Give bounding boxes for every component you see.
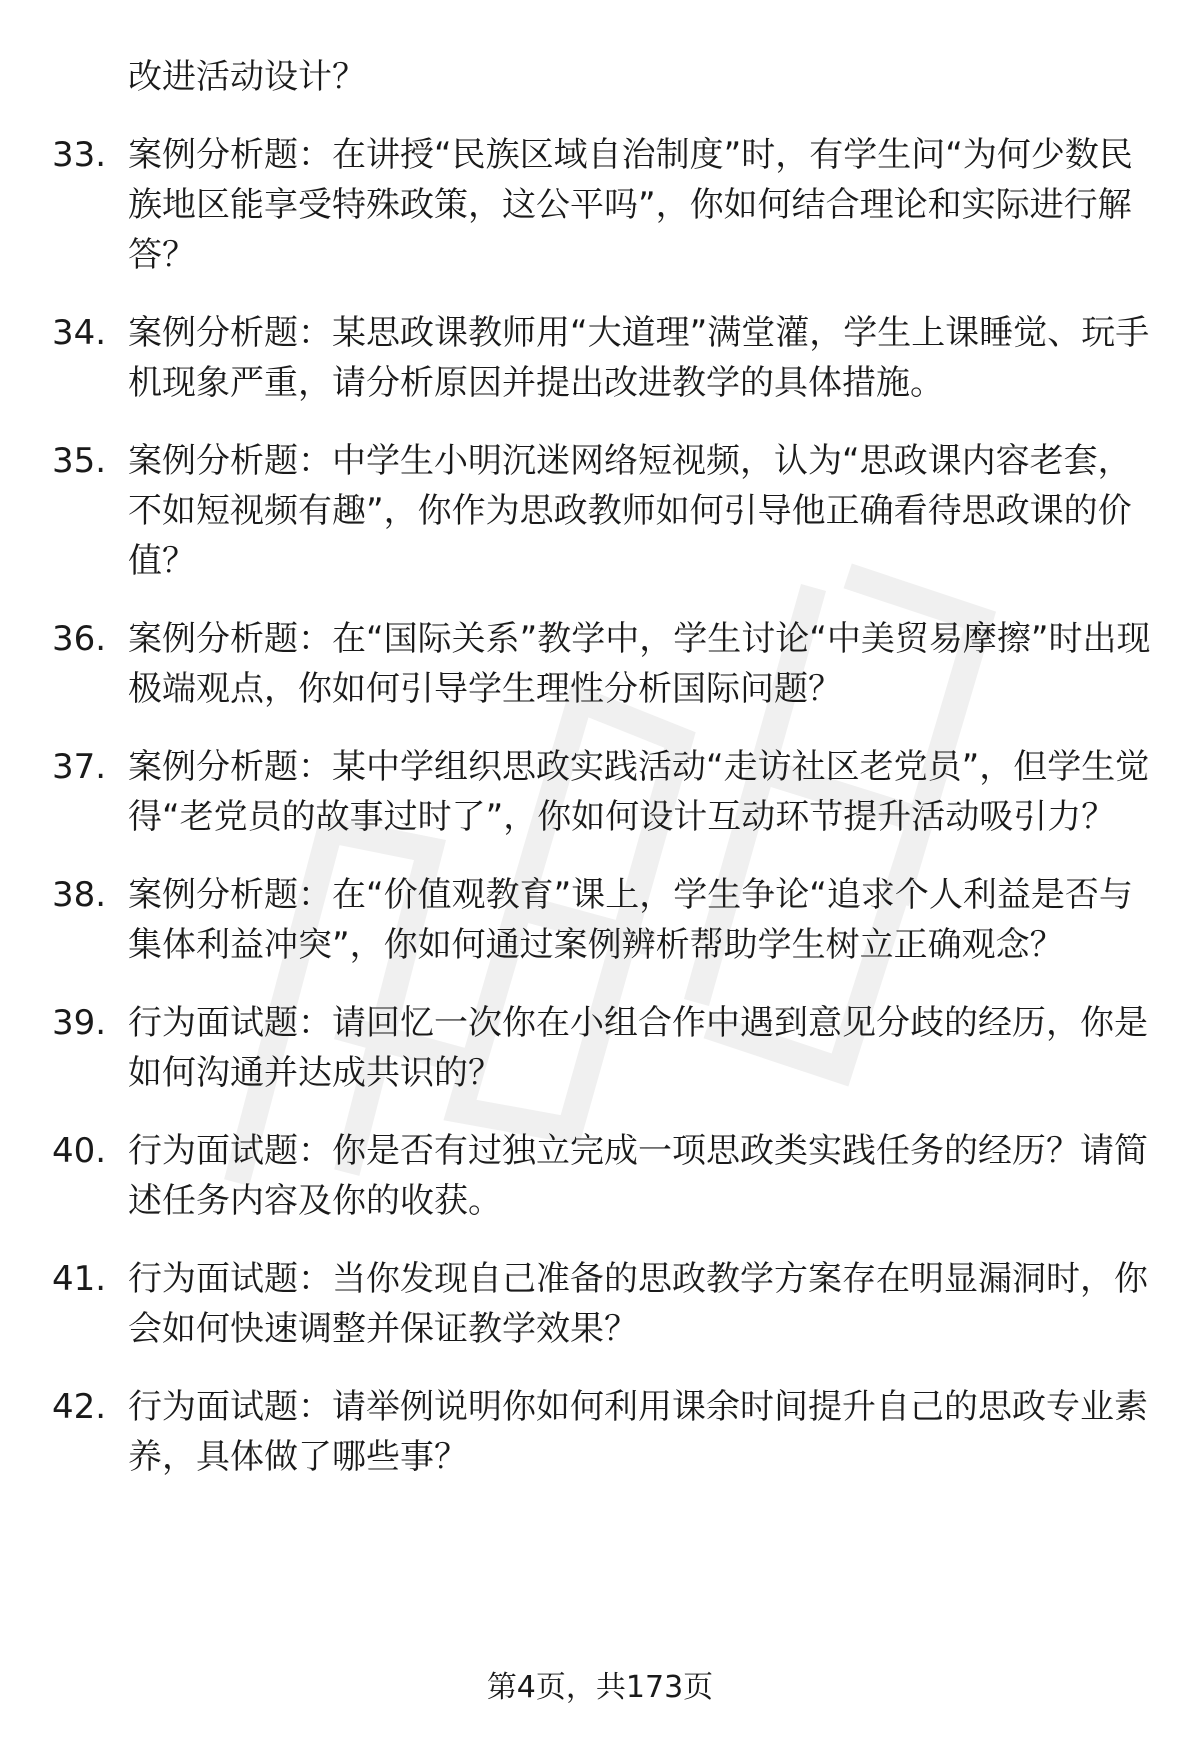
question-text: 案例分析题：在“价值观教育”课上，学生争论“追求个人利益是否与集体利益冲突”，你如何通过案例辨析帮助学生树立正确观念？: [128, 875, 1133, 965]
question-text: 行为面试题：当你发现自己准备的思政教学方案存在明显漏洞时，你会如何快速调整并保证教学效果？: [128, 1259, 1148, 1349]
question-number: 38.: [52, 875, 107, 915]
question-text: 案例分析题：在讲授“民族区域自治制度”时，有学生问“为何少数民族地区能享受特殊政策，这公平吗”，你如何结合理论和实际进行解答？: [128, 135, 1133, 275]
question-item: [52, 130, 1152, 280]
question-number: 35.: [52, 441, 107, 481]
question-item: [52, 614, 1152, 714]
question-item: [52, 998, 1152, 1098]
question-list: [52, 52, 1152, 1510]
question-item: [52, 1382, 1152, 1482]
page-footer: 第4页，共173页: [486, 1670, 714, 1705]
question-item: [52, 870, 1152, 970]
question-item: [52, 436, 1152, 586]
question-number: 36.: [52, 619, 107, 659]
question-text: 案例分析题：某中学组织思政实践活动“走访社区老党员”，但学生觉得“老党员的故事过时了”，你如何设计互动环节提升活动吸引力？: [128, 747, 1150, 837]
question-number: 42.: [52, 1387, 107, 1427]
question-text: 案例分析题：某思政课教师用“大道理”满堂灌，学生上课睡觉、玩手机现象严重，请分析原因并提出改进教学的具体措施。: [128, 313, 1150, 403]
question-number: 34.: [52, 313, 107, 353]
question-number: 41.: [52, 1259, 107, 1299]
question-item: [52, 1126, 1152, 1226]
question-text: 案例分析题：在“国际关系”教学中，学生讨论“中美贸易摩擦”时出现极端观点，你如何引导学生理性分析国际问题？: [128, 619, 1151, 709]
question-text: 行为面试题：请回忆一次你在小组合作中遇到意见分歧的经历，你是如何沟通并达成共识的？: [128, 1003, 1148, 1093]
question-text: 案例分析题：中学生小明沉迷网络短视频，认为“思政课内容老套，不如短视频有趣”，你作为思政教师如何引导他正确看待思政课的价值？: [128, 441, 1132, 581]
question-number: 40.: [52, 1131, 107, 1171]
question-number: 39.: [52, 1003, 107, 1043]
question-item: [52, 1254, 1152, 1354]
question-number: 37.: [52, 747, 107, 787]
continuation-text: 改进活动设计？: [128, 57, 366, 97]
question-number: 33.: [52, 135, 107, 175]
question-text: 行为面试题：你是否有过独立完成一项思政类实践任务的经历？请简述任务内容及你的收获。: [128, 1131, 1148, 1221]
question-item: [52, 308, 1152, 408]
question-item: [52, 742, 1152, 842]
question-text: 行为面试题：请举例说明你如何利用课余时间提升自己的思政专业素养，具体做了哪些事？: [128, 1387, 1148, 1477]
